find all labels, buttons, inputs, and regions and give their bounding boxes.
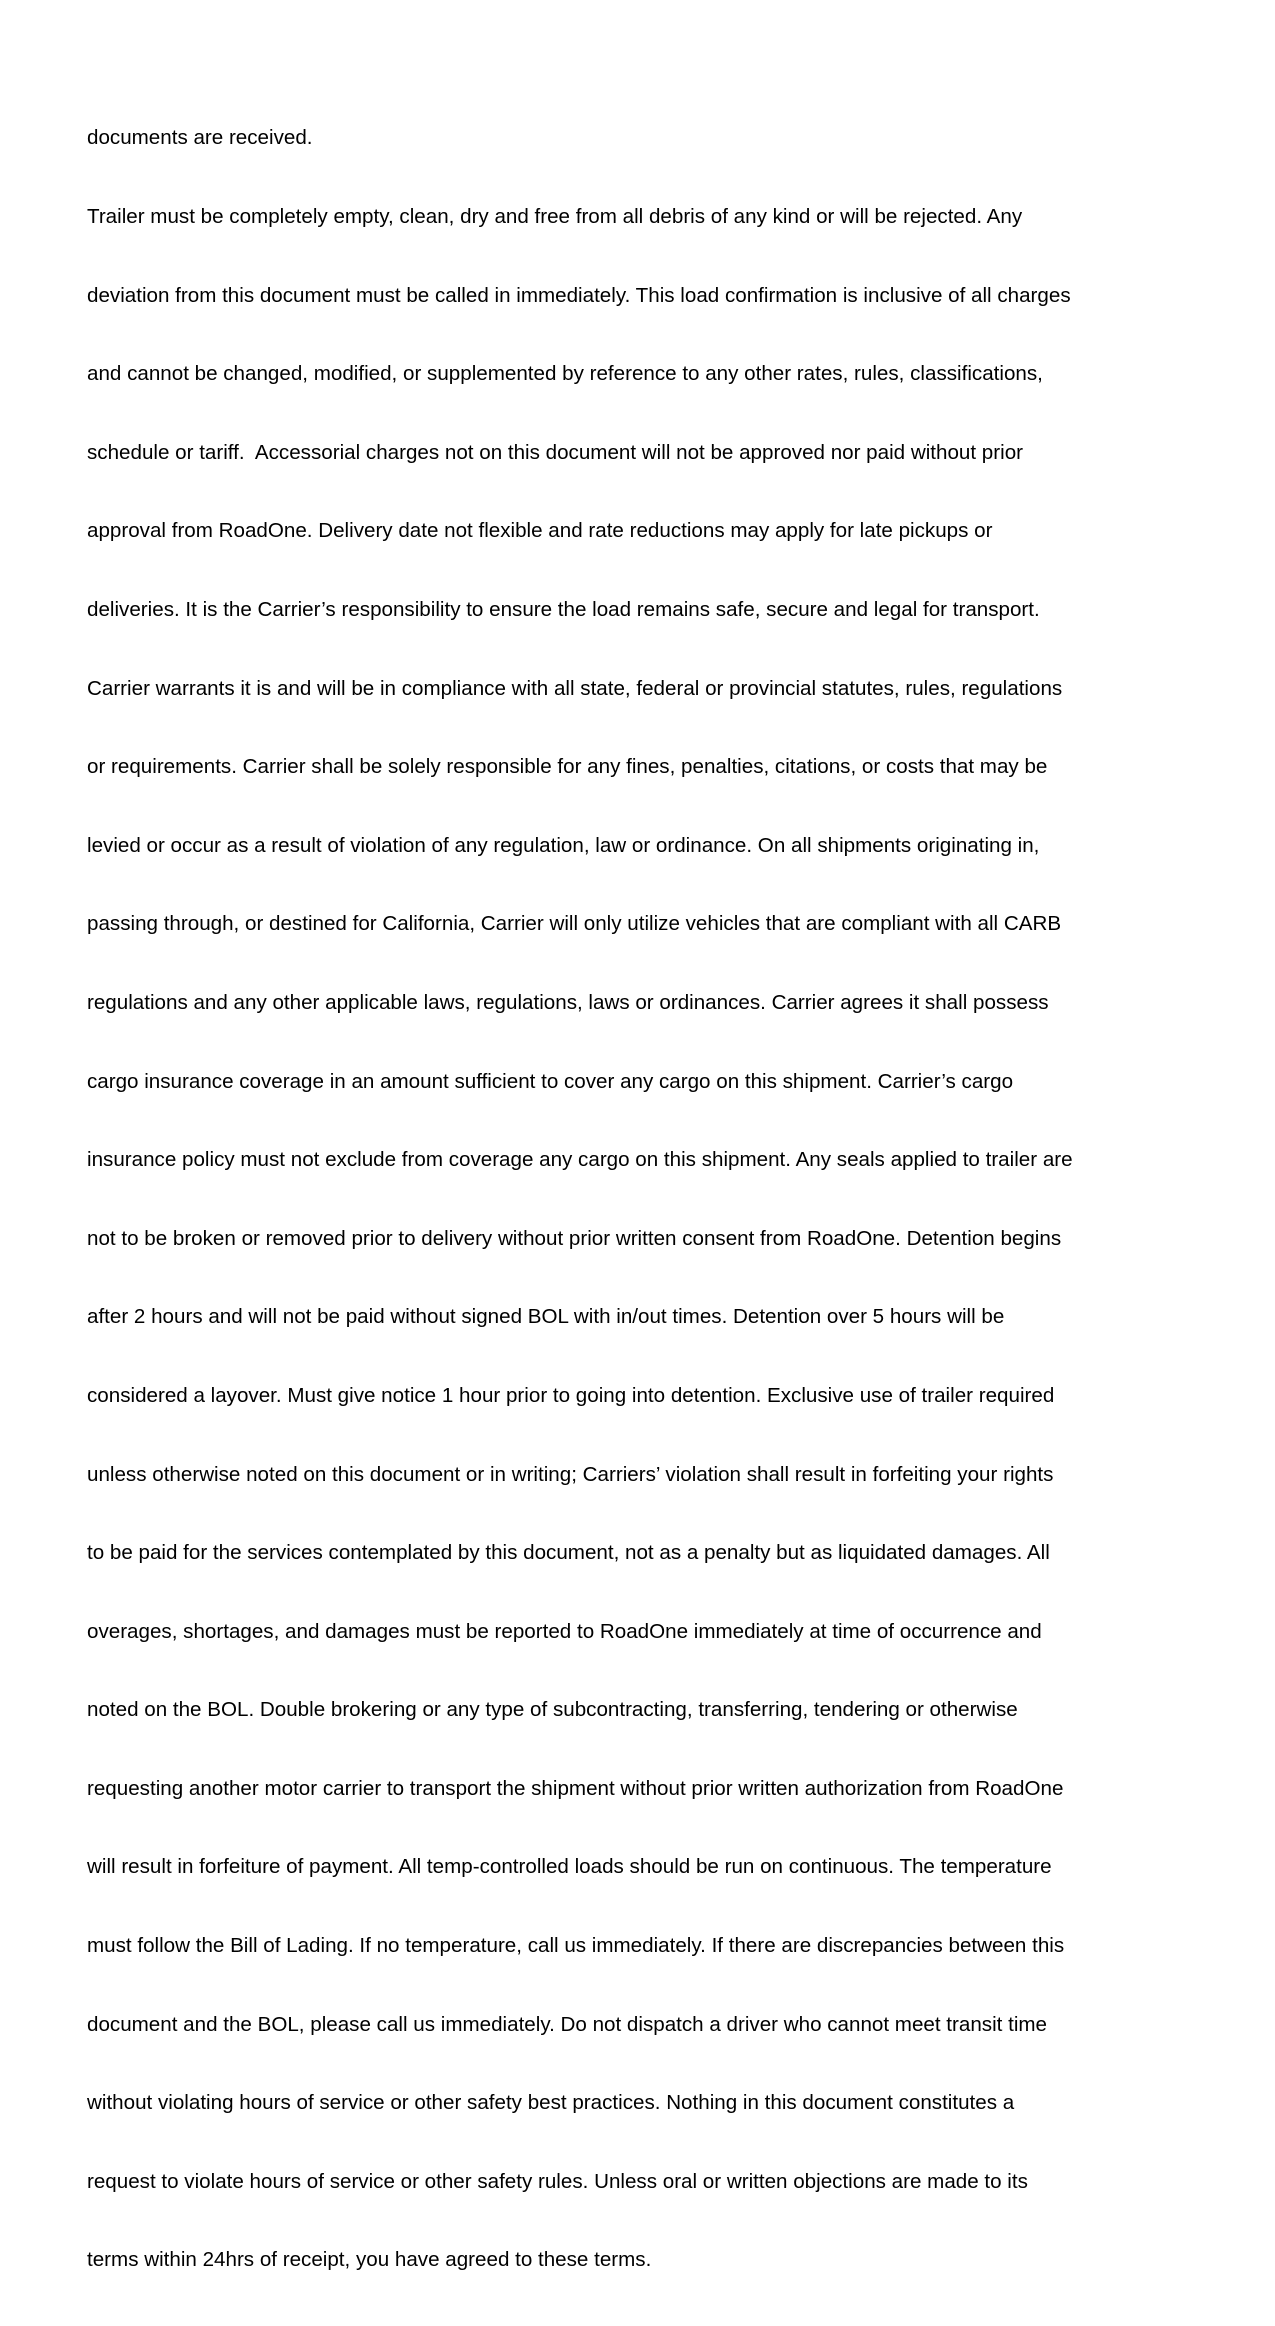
text-line: not to be broken or removed prior to delivery without prior written consent from RoadOne. Detention begins (87, 1226, 1062, 1250)
text-line: passing through, or destined for California, Carrier will only utilize vehicles that are compliant with all CARB (87, 912, 1062, 936)
text-line: schedule or tariff. Accessorial charges not on this document will not be approved nor paid without prior (87, 440, 1024, 464)
text-line: requesting another motor carrier to transport the shipment without prior written authorization from RoadOne (87, 1776, 1064, 1800)
text-line: to be paid for the services contemplated by this document, not as a penalty but as liquidated damages. All (87, 1541, 1050, 1565)
text-line: document and the BOL, please call us immediately. Do not dispatch a driver who cannot meet transit time (87, 2012, 1048, 2036)
text-line: request to violate hours of service or other safety rules. Unless oral or written objections are made to its (87, 2169, 1028, 2193)
text-line: will result in forfeiture of payment. All temp-controlled loads should be run on continuous. The temperature (87, 1855, 1052, 1879)
text-line: unless otherwise noted on this document or in writing; Carriers’ violation shall result in forfeiting your rights (87, 1462, 1054, 1486)
text-line: levied or occur as a result of violation of any regulation, law or ordinance. On all shipments originating in, (87, 833, 1040, 857)
text-line: terms within 24hrs of receipt, you have agreed to these terms. (87, 2248, 652, 2272)
text-line: documents are received. (87, 126, 313, 150)
text-line: deliveries. It is the Carrier’s responsibility to ensure the load remains safe, secure and legal for transport. (87, 597, 1040, 621)
text-line: approval from RoadOne. Delivery date not flexible and rate reductions may apply for late pickups or (87, 519, 993, 543)
text-line: deviation from this document must be called in immediately. This load confirmation is inclusive of all charges (87, 283, 1071, 307)
text-line: or requirements. Carrier shall be solely responsible for any fines, penalties, citations, or costs that may be (87, 755, 1048, 779)
text-line: must follow the Bill of Lading. If no temperature, call us immediately. If there are discrepancies between this (87, 1934, 1065, 1958)
text-line: considered a layover. Must give notice 1 hour prior to going into detention. Exclusive use of trailer required (87, 1383, 1055, 1407)
text-line: overages, shortages, and damages must be reported to RoadOne immediately at time of occurrence and (87, 1619, 1042, 1643)
text-line: noted on the BOL. Double brokering or any type of subcontracting, transferring, tendering or otherwise (87, 1698, 1018, 1722)
text-line: Trailer must be completely empty, clean, dry and free from all debris of any kind or will be rejected. Any (87, 205, 1023, 228)
terms-paragraph (87, 73, 1217, 2326)
text-line: cargo insurance coverage in an amount sufficient to cover any cargo on this shipment. Carrier’s cargo (87, 1069, 1014, 1093)
text-line: and cannot be changed, modified, or supplemented by reference to any other rates, rules, classifications, (87, 362, 1043, 386)
text-line: after 2 hours and will not be paid without signed BOL with in/out times. Detention over 5 hours will be (87, 1305, 1005, 1329)
text-line: without violating hours of service or other safety best practices. Nothing in this document constitutes a (87, 2091, 1015, 2115)
text-line: insurance policy must not exclude from coverage any cargo on this shipment. Any seals applied to trailer are (87, 1148, 1073, 1172)
text-line: regulations and any other applicable laws, regulations, laws or ordinances. Carrier agrees it shall possess (87, 990, 1049, 1014)
text-line: Carrier warrants it is and will be in compliance with all state, federal or provincial statutes, rules, regulations (87, 676, 1063, 700)
